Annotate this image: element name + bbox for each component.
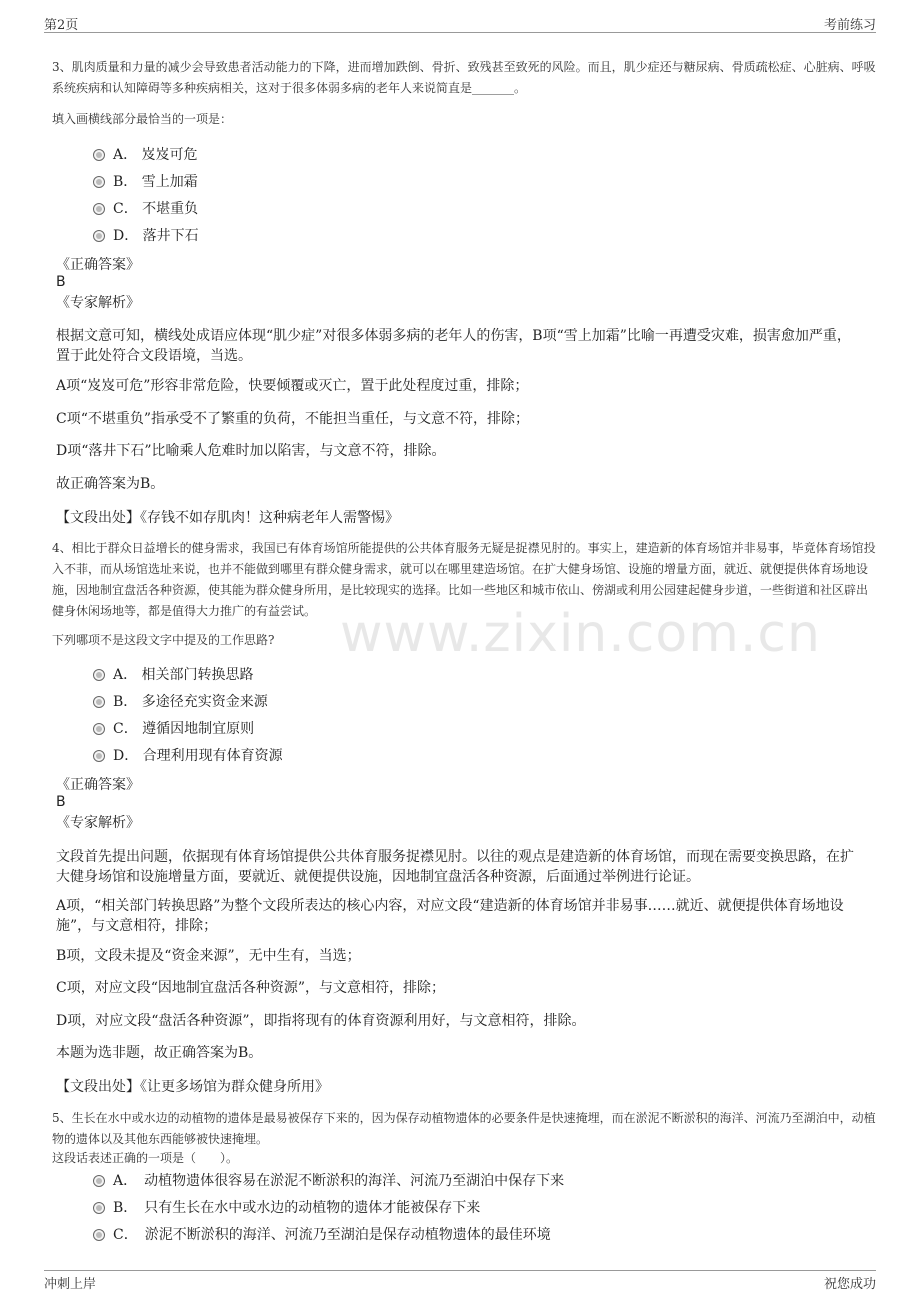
q3-analysis-4: D项“落井下石”比喻乘人危难时加以陷害，与文意不符，排除。 [56,443,446,459]
q4-analysis-5: D项，对应文段“盘活各种资源”，即指将现有的体育资源利用好，与文意相符，排除。 [56,1013,586,1029]
page-header [44,14,876,33]
q5-option-a[interactable] [93,1171,564,1191]
q4-option-c[interactable] [93,719,254,739]
option-label: C． 不堪重负 [113,201,199,217]
radio-icon[interactable] [93,1175,105,1187]
option-label: B． 多途径充实资金来源 [113,694,268,710]
radio-icon[interactable] [93,1229,105,1241]
option-label: A． 相关部门转换思路 [113,667,254,683]
q3-option-c[interactable] [93,199,198,219]
q4-prompt: 下列哪项不是这段文字中提及的工作思路? [52,633,275,647]
option-label: D． 合理利用现有体育资源 [113,748,283,764]
option-label: B． 雪上加霜 [113,174,198,190]
q5-option-c[interactable] [93,1225,551,1245]
q4-option-b[interactable] [93,692,268,712]
radio-icon[interactable] [93,723,105,735]
option-label: D． 落井下石 [113,228,199,244]
radio-icon[interactable] [93,750,105,762]
q3-source: 【文段出处】《存钱不如存肌肉！这种病老年人需警惕》 [56,510,399,526]
q5-stem: 5、生长在水中或水边的动植物的遗体是最易被保存下来的，因为保存动植物遗体的必要条件是快速掩埋，而在淤泥不断淤积的海洋、河流乃至湖泊中，动植物的遗体以及其他东西能够被快速掩埋。 [52,1111,876,1146]
option-label: A． 岌岌可危 [113,147,198,163]
radio-icon[interactable] [93,696,105,708]
page-footer [44,1270,876,1291]
option-label: B． 只有生长在水中或水边的动植物的遗体才能被保存下来 [113,1200,481,1216]
q4-source: 【文段出处】《让更多场馆为群众健身所用》 [56,1079,329,1095]
q4-analysis-6: 本题为选非题，故正确答案为B。 [56,1045,263,1061]
radio-icon[interactable] [93,176,105,188]
option-label: A． 动植物遗体很容易在淤泥不断淤积的海洋、河流乃至湖泊中保存下来 [113,1173,565,1189]
q3-analysis-1: 根据文意可知，横线处成语应体现“肌少症”对很多体弱多病的老年人的伤害，B项“雪上加霜”比喻一再遭受灾难，损害愈加严重，置于此处符合文段语境，当选。 [56,328,851,364]
q4-option-a[interactable] [93,665,254,685]
q3-answer: B [56,274,66,290]
q3-stem: 3、肌肉质量和力量的减少会导致患者活动能力的下降，进而增加跌倒、骨折、致残甚至致死的风险。而且，肌少症还与糖尿病、骨质疏松症、心脏病、呼吸系统疾病和认知障碍等多种疾病相关，这对于很多体弱多病的老年人来说简直是_______。 [52,60,876,95]
q4-analysis-2: A项，“相关部门转换思路”为整个文段所表达的核心内容，对应文段“建造新的体育场馆并非易事……就近、就便提供体育场地设施”，与文意相符，排除； [56,898,844,934]
option-label: C． 淤泥不断淤积的海洋、河流乃至湖泊是保存动植物遗体的最佳环境 [113,1227,551,1243]
q3-option-d[interactable] [93,226,199,246]
radio-icon[interactable] [93,1202,105,1214]
q5-prompt: 这段话表述正确的一项是（ ）。 [52,1151,239,1165]
q4-analysis-4: C项，对应文段“因地制宜盘活各种资源”，与文意相符，排除； [56,980,446,996]
radio-icon[interactable] [93,203,105,215]
q3-answer-title: 《正确答案》 [56,257,140,273]
q3-analysis-title: 《专家解析》 [56,295,140,311]
footer-left: 冲刺上岸 [44,1277,97,1292]
q3-analysis-5: 故正确答案为B。 [56,476,165,492]
q4-analysis-title: 《专家解析》 [56,815,140,831]
header-title: 考前练习 [823,18,876,33]
page-number: 第2页 [44,18,79,33]
option-label: C． 遵循因地制宜原则 [113,721,255,737]
q4-analysis-1: 文段首先提出问题，依据现有体育场馆提供公共体育服务捉襟见肘。以往的观点是建造新的体育场馆，而现在需要变换思路，在扩大健身场馆和设施增量方面，要就近、就便提供设施，因地制宜盘活各种资源，后面通过举例进行论证。 [56,849,854,885]
q3-option-a[interactable] [93,145,198,165]
radio-icon[interactable] [93,230,105,242]
q3-option-b[interactable] [93,172,198,192]
q4-answer: B [56,794,66,810]
q5-option-b[interactable] [93,1198,480,1218]
radio-icon[interactable] [93,149,105,161]
watermark: www.zixin.com.cn [340,604,821,664]
q3-analysis-2: A项“岌岌可危”形容非常危险，快要倾覆或灭亡，置于此处程度过重，排除； [56,378,529,394]
q3-analysis-3: C项“不堪重负”指承受不了繁重的负荷，不能担当重任，与文意不符，排除； [56,411,530,427]
radio-icon[interactable] [93,669,105,681]
q4-option-d[interactable] [93,746,283,766]
q4-stem: 4、相比于群众日益增长的健身需求，我国已有体育场馆所能提供的公共体育服务无疑是捉襟见肘的。事实上，建造新的体育场馆并非易事，毕竟体育场馆投入不菲，而从场馆选址来说，也并不能做到哪里有群众健身需求，就可以在哪里建造场馆。在扩大健身场馆、设施的增量方面，就近、就便提供体育场地设施，因地制宜盘活各种资源，使其能为群众健身所用，是比较现实的选择。比如一些地区和城市依山、傍湖或利用公园建起健身步道，一些街道和社区辟出健身休闲场地等，都是值得大力推广的有益尝试。 [52,541,876,618]
q4-analysis-3: B项，文段未提及“资金来源”，无中生有，当选； [56,948,361,964]
footer-right: 祝您成功 [823,1277,876,1292]
q3-prompt: 填入画横线部分最恰当的一项是： [52,112,233,126]
q4-answer-title: 《正确答案》 [56,777,140,793]
